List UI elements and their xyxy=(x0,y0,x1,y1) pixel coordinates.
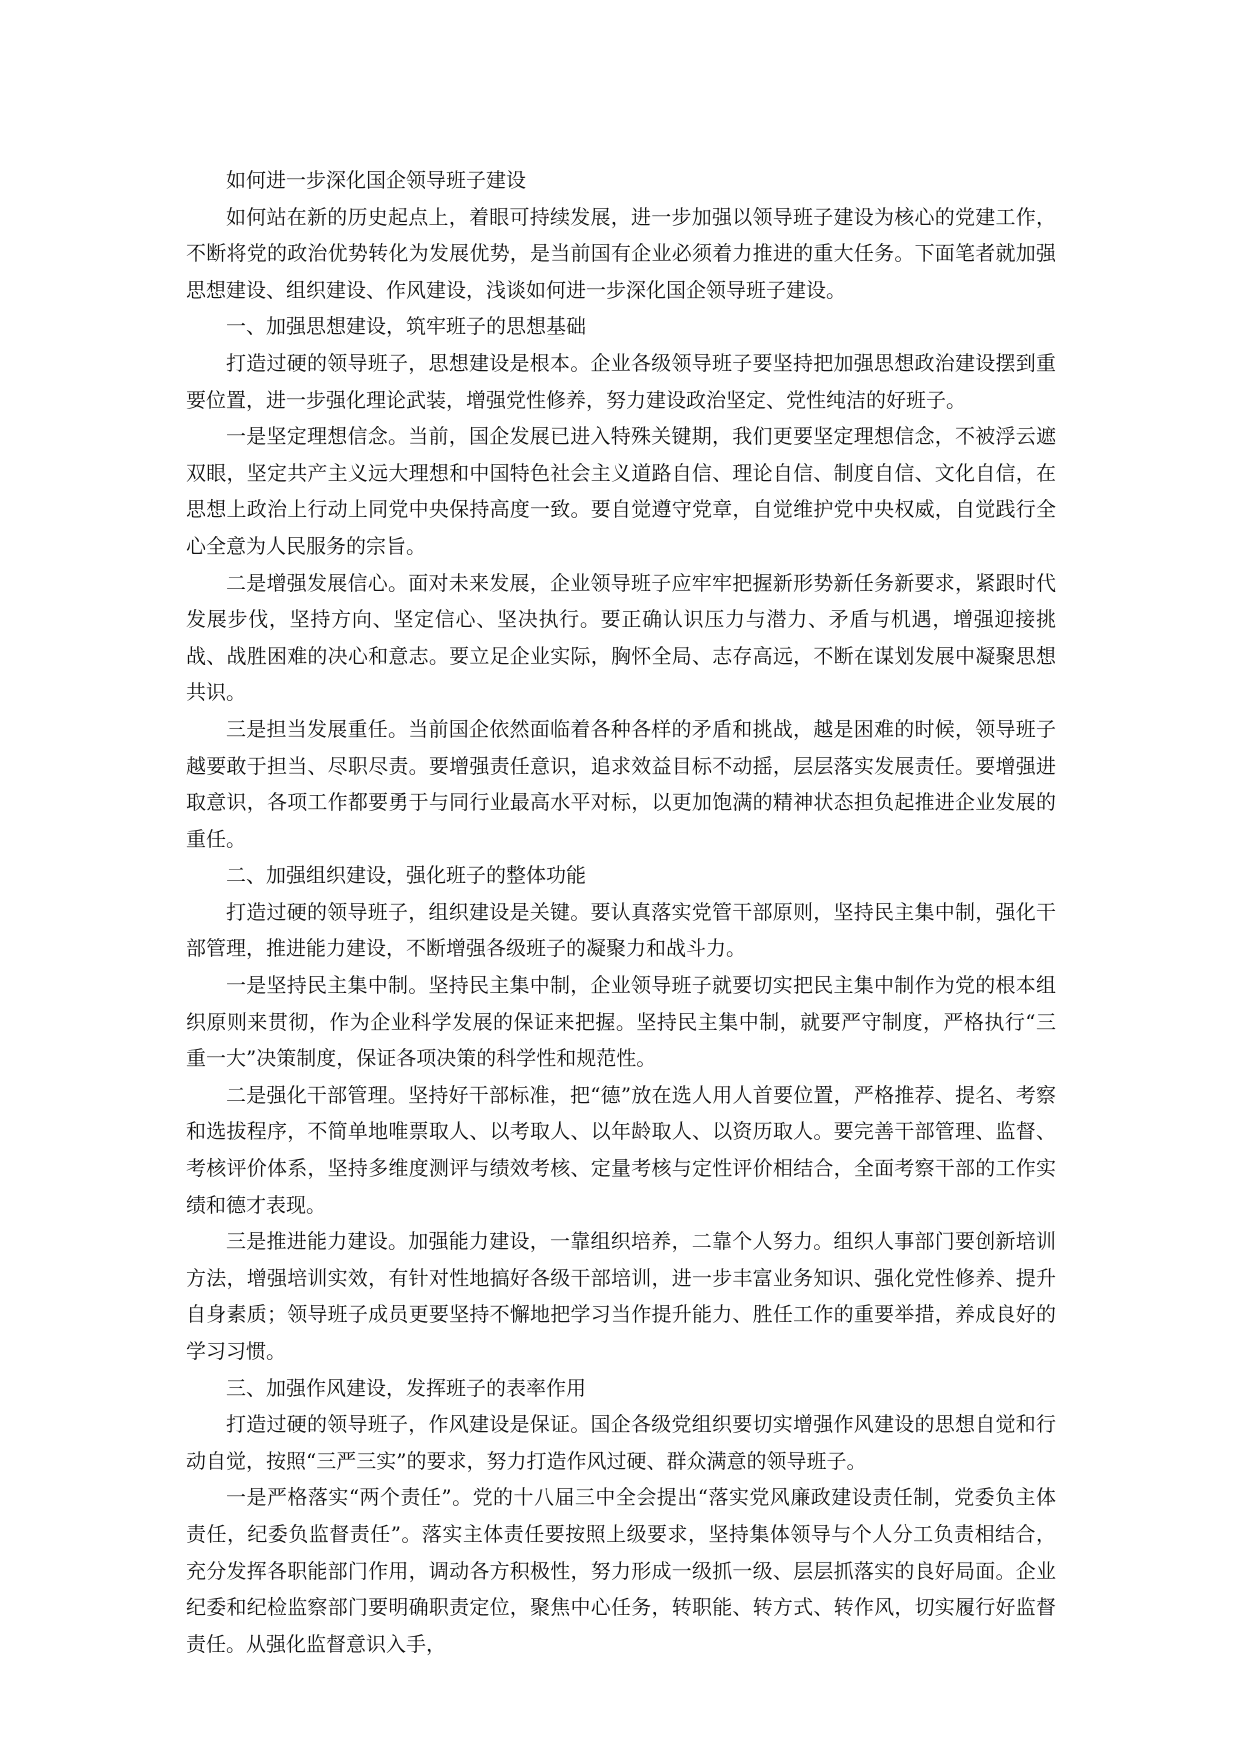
paragraph: 打造过硬的领导班子，思想建设是根本。企业各级领导班子要坚持把加强思想政治建设摆到重要位置，进一步强化理论武装，增强党性修养，努力建设政治坚定、党性纯洁的好班子。 xyxy=(186,350,1056,412)
section-heading: 三、加强作风建设，发挥班子的表率作用 xyxy=(226,1375,586,1400)
paragraph: 一是坚持民主集中制。坚持民主集中制，企业领导班子就要切实把民主集中制作为党的根本组织原则来贯彻，作为企业科学发展的保证来把握。坚持民主集中制，就要严守制度，严格执行“三重一大”决策制度，保证各项决策的科学性和规范性。 xyxy=(186,973,1056,1071)
paragraph: 打造过硬的领导班子，组织建设是关键。要认真落实党管干部原则，坚持民主集中制，强化干部管理，推进能力建设，不断增强各级班子的凝聚力和战斗力。 xyxy=(186,899,1056,961)
paragraph: 打造过硬的领导班子，作风建设是保证。国企各级党组织要切实增强作风建设的思想自觉和行动自觉，按照“三严三实”的要求，努力打造作风过硬、群众满意的领导班子。 xyxy=(186,1412,1056,1473)
paragraph: 三是推进能力建设。加强能力建设，一靠组织培养，二靠个人努力。组织人事部门要创新培训方法，增强培训实效，有针对性地搞好各级干部培训，进一步丰富业务知识、强化党性修养、提升自身素质；领导班子成员更要坚持不懈地把学习当作提升能力、胜任工作的重要举措，养成良好的学习习惯。 xyxy=(186,1229,1056,1363)
document-title: 如何进一步深化国企领导班子建设 xyxy=(226,168,526,192)
section-heading: 二、加强组织建设，强化班子的整体功能 xyxy=(226,863,586,888)
paragraph: 三是担当发展重任。当前国企依然面临着各种各样的矛盾和挑战，越是困难的时候，领导班子越要敢于担当、尽职尽责。要增强责任意识，追求效益目标不动摇，层层落实发展责任。要增强进取意识，各项工作都要勇于与同行业最高水平对标，以更加饱满的精神状态担负起推进企业发展的重任。 xyxy=(186,716,1056,851)
section-heading: 一、加强思想建设，筑牢班子的思想基础 xyxy=(226,314,586,339)
paragraph: 一是坚定理想信念。当前，国企发展已进入特殊关键期，我们更要坚定理想信念，不被浮云遮双眼，坚定共产主义远大理想和中国特色社会主义道路自信、理论自信、制度自信、文化自信，在思想上政治上行动上同党中央保持高度一致。要自觉遵守党章，自觉维护党中央权威，自觉践行全心全意为人民服务的宗旨。 xyxy=(186,424,1056,558)
paragraph: 如何站在新的历史起点上，着眼可持续发展，进一步加强以领导班子建设为核心的党建工作，不断将党的政治优势转化为发展优势，是当前国有企业必须着力推进的重大任务。下面笔者就加强思想建设、组织建设、作风建设，浅谈如何进一步深化国企领导班子建设。 xyxy=(186,204,1056,302)
paragraph: 二是增强发展信心。面对未来发展，企业领导班子应牢牢把握新形势新任务新要求，紧跟时代发展步伐，坚持方向、坚定信心、坚决执行。要正确认识压力与潜力、矛盾与机遇，增强迎接挑战、战胜困难的决心和意志。要立足企业实际，胸怀全局、志存高远，不断在谋划发展中凝聚思想共识。 xyxy=(186,570,1056,705)
document-page xyxy=(186,162,1056,1662)
paragraph: 一是严格落实“两个责任”。党的十八届三中全会提出“落实党风廉政建设责任制，党委负主体责任，纪委负监督责任”。落实主体责任要按照上级要求，坚持集体领导与个人分工负责相结合，充分发挥各职能部门作用，调动各方积极性，努力形成一级抓一级、层层抓落实的良好局面。企业纪委和纪检监察部门要明确职责定位，聚焦中心任务，转职能、转方式、转作风，切实履行好监督责任。从强化监督意识入手， xyxy=(186,1485,1056,1656)
paragraph: 二是强化干部管理。坚持好干部标准，把“德”放在选人用人首要位置，严格推荐、提名、考察和选拔程序，不简单地唯票取人、以考取人、以年龄取人、以资历取人。要完善干部管理、监督、考核评价体系，坚持多维度测评与绩效考核、定量考核与定性评价相结合，全面考察干部的工作实绩和德才表现。 xyxy=(186,1082,1056,1217)
